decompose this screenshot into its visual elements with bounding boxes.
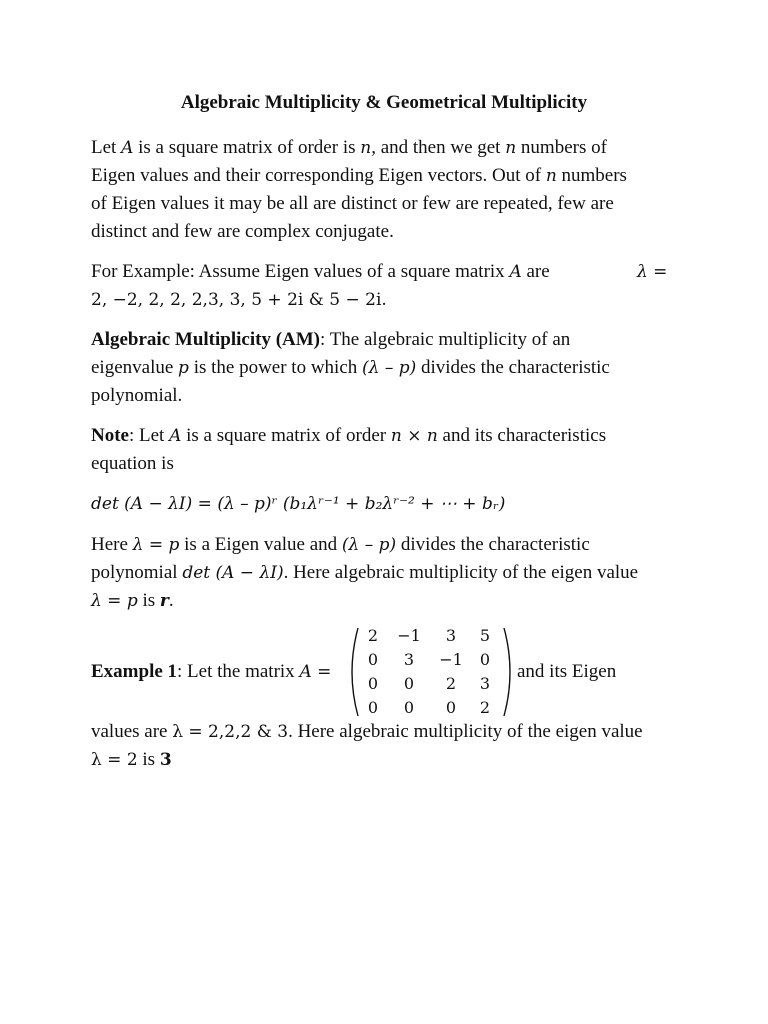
math-values: λ = 2,2,2 & 3	[172, 722, 289, 742]
intro-paragraph	[91, 134, 691, 246]
matrix-cell: −1	[397, 626, 421, 645]
lambda-equals: λ =	[637, 262, 668, 282]
math-lambda-2: λ = 2	[91, 750, 138, 770]
intro-line-2	[91, 162, 691, 190]
intro-line-1	[91, 134, 691, 162]
page-title: Algebraic Multiplicity & Geometrical Multiplicity	[180, 92, 588, 113]
text: Here	[91, 534, 133, 555]
text: values are	[91, 721, 173, 742]
text: Eigen values and their corresponding Eigen vectors. Out of	[91, 165, 546, 186]
math-r: r	[159, 591, 169, 611]
matrix-cell: 0	[403, 698, 415, 717]
am-line-1	[91, 326, 691, 354]
text: eigenvalue	[91, 357, 179, 378]
note-line-1	[91, 422, 691, 450]
math-A: A	[121, 138, 134, 158]
here-paragraph	[91, 531, 691, 615]
am-definition	[91, 326, 691, 410]
text: : Let the matrix	[177, 661, 300, 682]
text: and its characteristics	[437, 425, 607, 446]
text: is a square matrix of order is	[133, 137, 361, 158]
text: is	[137, 749, 160, 770]
text: is a square matrix of order	[181, 425, 391, 446]
matrix-A	[348, 624, 514, 720]
example1-continued	[91, 718, 691, 774]
example1-heading: Example 1	[91, 661, 178, 682]
matrix-cell: 0	[367, 650, 379, 669]
text: . Here algebraic multiplicity of the eigen value	[288, 721, 643, 742]
text: is the power to which	[188, 357, 363, 378]
matrix-cell: 0	[403, 674, 415, 693]
text: numbers of	[516, 137, 607, 158]
math-n: n	[505, 138, 517, 158]
here-line-3	[91, 587, 691, 615]
matrix-cell: 0	[479, 650, 491, 669]
math-expr: (λ – p)	[341, 535, 397, 555]
am-heading: Algebraic Multiplicity	[91, 329, 271, 350]
example-intro	[91, 258, 691, 314]
math-expr: (λ – p)	[362, 358, 417, 378]
here-line-1	[91, 531, 691, 559]
math-lambda-p: λ = p	[132, 535, 180, 555]
example-intro-line-1	[91, 258, 691, 286]
text: is	[137, 590, 160, 611]
matrix-cell: 5	[479, 626, 491, 645]
text: .	[168, 590, 174, 611]
text: : The algebraic multiplicity of an	[320, 329, 571, 350]
text: : Let	[128, 425, 170, 446]
math-n: n	[545, 166, 557, 186]
matrix-cell: 2	[445, 674, 457, 693]
am-abbr: (AM)	[270, 329, 321, 350]
am-line-2	[91, 354, 691, 382]
intro-line-3: of Eigen values it may be all are distinct or few are repeated, few are	[91, 193, 614, 214]
text: are	[521, 261, 550, 282]
text: For Example: Assume Eigen values of a square matrix	[91, 261, 510, 282]
characteristic-equation: det (A − λI) = (λ – p)ʳ (b₁λʳ⁻¹ + b₂λʳ⁻² + ⋯ + bᵣ)	[91, 494, 506, 514]
matrix-cell: −1	[439, 650, 463, 669]
math-nxn: n × n	[390, 426, 438, 446]
math-A: A	[509, 262, 522, 282]
eigenvalue-list: 2, −2, 2, 2, 2,3, 3, 5 + 2i & 5 − 2i.	[91, 290, 387, 310]
math-A-eq: A =	[299, 662, 332, 682]
right-paren	[504, 628, 510, 716]
text: numbers	[556, 165, 627, 186]
here-line-2	[91, 559, 691, 587]
intro-line-4: distinct and few are complex conjugate.	[91, 221, 394, 242]
math-det: det (A − λI)	[182, 563, 284, 583]
am-line-3: polynomial.	[91, 385, 183, 406]
multiplicity-value: 3	[159, 750, 172, 770]
example1-line-2	[91, 718, 691, 746]
matrix-cell: 3	[445, 626, 457, 645]
text: , and then we get	[371, 137, 506, 158]
math-p: p	[178, 358, 189, 378]
text: divides the characteristic	[416, 357, 610, 378]
text: . Here algebraic multiplicity of the eigen value	[283, 562, 639, 583]
matrix-cell: 0	[367, 674, 379, 693]
math-n: n	[360, 138, 372, 158]
note-heading: Note	[91, 425, 129, 446]
matrix-cell: 3	[403, 650, 415, 669]
text: Let	[91, 137, 122, 158]
matrix-cell: 2	[479, 698, 491, 717]
math-A: A	[169, 426, 182, 446]
note-line-2: equation is	[91, 453, 174, 474]
text: is a Eigen value and	[179, 534, 342, 555]
matrix-cell: 0	[445, 698, 457, 717]
matrix-cell: 0	[367, 698, 379, 717]
example1-tail: and its Eigen	[517, 661, 617, 682]
example1-lead	[91, 658, 361, 686]
text: polynomial	[91, 562, 183, 583]
example1-line-3	[91, 746, 691, 774]
text: divides the characteristic	[396, 534, 590, 555]
note-paragraph	[91, 422, 691, 478]
math-lambda-p: λ = p	[91, 591, 138, 611]
matrix-cell: 2	[367, 626, 379, 645]
matrix-cell: 3	[479, 674, 491, 693]
